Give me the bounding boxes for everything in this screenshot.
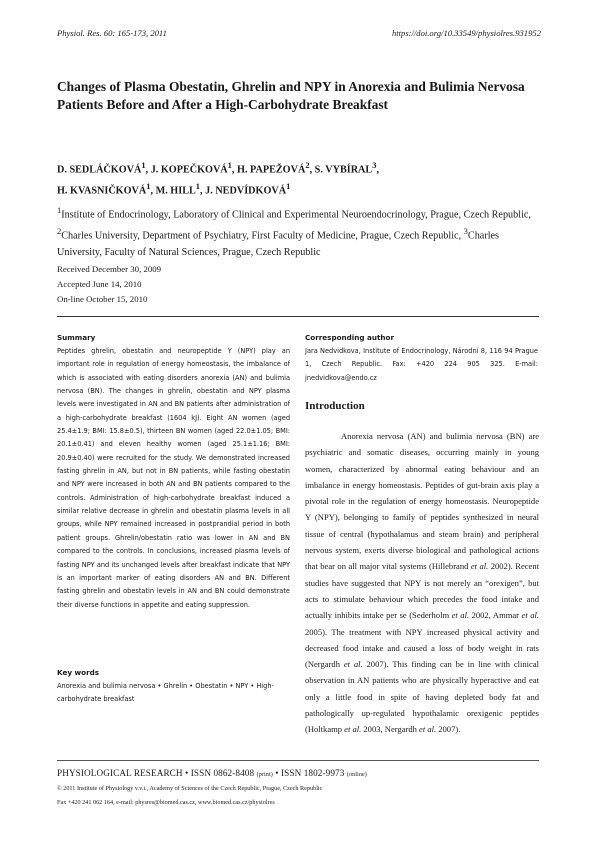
- author: M. HILL: [155, 185, 196, 197]
- keywords-section: [57, 668, 290, 707]
- affiliation: Institute of Endocrinology, Laboratory of Clinical and Experimental Neuroendocrinology, Prague, Czech Republic,: [61, 209, 531, 221]
- corresponding-heading: Corresponding author: [305, 333, 395, 342]
- copyright-line: © 2011 Institute of Physiology v.v.i., Academy of Sciences of the Czech Republic, Prague, Czech Republic: [57, 785, 323, 792]
- journal-footer: PHYSIOLOGICAL RESEARCH • ISSN 0862-8408 (print) • ISSN 1802-9973 (online): [57, 768, 367, 778]
- keywords-heading: Key words: [57, 668, 100, 677]
- author: H. PAPEŽOVÁ: [237, 164, 306, 176]
- affiliations: $^1$Institute of Endocrinology, Laboratory of Clinical and Experimental Neuroendocrinology, Prague, Czech Republic, $^2$Charles University, Department of Psychiatry, First Faculty of Medicine, Prague, Czech Republic, $^3$Charles University, Faculty of Natural Sciences, Prague, Czech Republic: [57, 205, 531, 258]
- section-divider: [57, 316, 539, 317]
- author: J. NEDVÍDKOVÁ: [205, 185, 287, 197]
- summary-heading: Summary: [57, 333, 96, 342]
- doi-link[interactable]: https://doi.org/10.33549/physiolres.931952: [391, 28, 541, 38]
- article-title: Changes of Plasma Obestatin, Ghrelin and NPY in Anorexia and Bulimia Nervosa Patients Before and After a High-Carbohydrate Breakfast: [57, 79, 525, 112]
- article-dates: [57, 262, 161, 307]
- summary-text: Peptides ghrelin, obestatin and neuropeptide Y (NPY) play an important role in regulation of energy homeostasis, the imbalance of which is associated with eating disorders anorexia (AN) and bulimia nervosa (BN). The changes in ghrelin, obestatin and NPY plasma levels were investigated in AN and BN patients after administration of a high-carbohydrate breakfast (1604 kJ). Eight AN women (aged 25.4±1.9; BMI: 15.8±0.5), thirteen BN women (aged 22.0±1.05; BMI: 20.1±0.41) and eleven healthy women (aged 25.1±1.16; BMI: 20.9±0.40) were recruited for the study. We demonstrated increased fasting ghrelin in AN, but not in BN patients, while fasting obestatin and NPY were increased in both AN and BN patients compared to the controls. Administration of high-carbohydrate breakfast induced a similar relative decrease in ghrelin and obestatin plasma levels in all groups, while NPY remained increased in postprandial period in both patient groups. Ghrelin/obestatin ratio was lower in AN and BN compared to the controls. In conclusions, increased plasma levels of fasting NPY and its unchanged levels after breakfast indicate that NPY is an important marker of eating disorders AN and BN. Different fasting ghrelin and obestatin levels in AN and BN could demonstrate their diverse functions in appetite and eating suppression.: [57, 347, 290, 609]
- journal-citation: Physiol. Res. 60: 165-173, 2011: [57, 28, 167, 38]
- author: S. VYBÍRAL: [314, 164, 373, 176]
- author-list: D. SEDLÁČKOVÁ$^1$, J. KOPEČKOVÁ$^1$, H. PAPEŽOVÁ$^2$, S. VYBÍRAL$^3$, H. KVASNIČKOVÁ$^1$, M. HILL$^1$, J. NEDVÍDKOVÁ$^1$: [57, 160, 380, 197]
- corresponding-author: [305, 333, 538, 385]
- author: J. KOPEČKOVÁ: [150, 164, 228, 176]
- contact-line: Fax +420 241 062 164, e-mail: physres@biomed.cas.cz, www.biomed.cas.cz/physiolres: [57, 799, 275, 806]
- corresponding-text: Jara Nedvidkova, Institute of Endocrinology, Národní 8, 116 94 Prague 1, Czech Republic. Fax: +420 224 905 325. E-mail: jnedvidkova@endo.cz: [305, 347, 538, 382]
- introduction-body: Anorexia nervosa (AN) and bulimia nervosa (BN) are psychiatric and somatic diseases, occurring mainly in young women, characterized by abnormal eating behaviour and an imbalance in energy homeostasis. Peptides of gut-brain axis play a pivotal role in the regulation of energy homeostasis. Neuropeptide Y (NPY), belonging to family of peptides synthesized in neural tissue of central (hypothalamus and steam brain) and peripheral nervous system, exerts diverse biological and pathological actions that bear on all major vital systems (Hillebrand et al. 2002). Recent studies have suggested that NPY is not merely an “orexigen”, but acts to stimulate behaviour which precedes the food intake and actually inhibits intake per se (Sederholm et al. 2002, Ammar et al. 2005). The treatment with NPY increased physical activity and decreased food intake and caused a loss of body weight in rats (Nergardh et al. 2007). This finding can be in line with clinical observation in AN patients who are physically hyperactive and eat only a little food in spite of having depleted body fat and pathologically up-regulated hypothalamic orexigenic peptides (Holtkamp et al. 2003, Nergardh et al. 2007).: [305, 431, 540, 735]
- introduction-heading: Introduction: [305, 400, 365, 412]
- received-date: Received December 30, 2009: [57, 264, 162, 274]
- accepted-date: Accepted June 14, 2010: [57, 279, 142, 289]
- affiliation: Charles University, Faculty of Natural Sciences, Prague, Czech Republic: [57, 230, 500, 258]
- affiliation: Charles University, Department of Psychiatry, First Faculty of Medicine, Prague, Czech Republic,: [61, 230, 462, 242]
- online-date: On-line October 15, 2010: [57, 294, 148, 304]
- keywords-text: Anorexia and bulimia nervosa • Ghrelin • Obestatin • NPY • High-carbohydrate breakfast: [57, 682, 274, 704]
- summary-section: [57, 333, 290, 612]
- author: D. SEDLÁČKOVÁ: [57, 164, 142, 176]
- footer-divider: [57, 760, 539, 761]
- author: H. KVASNIČKOVÁ: [57, 185, 147, 197]
